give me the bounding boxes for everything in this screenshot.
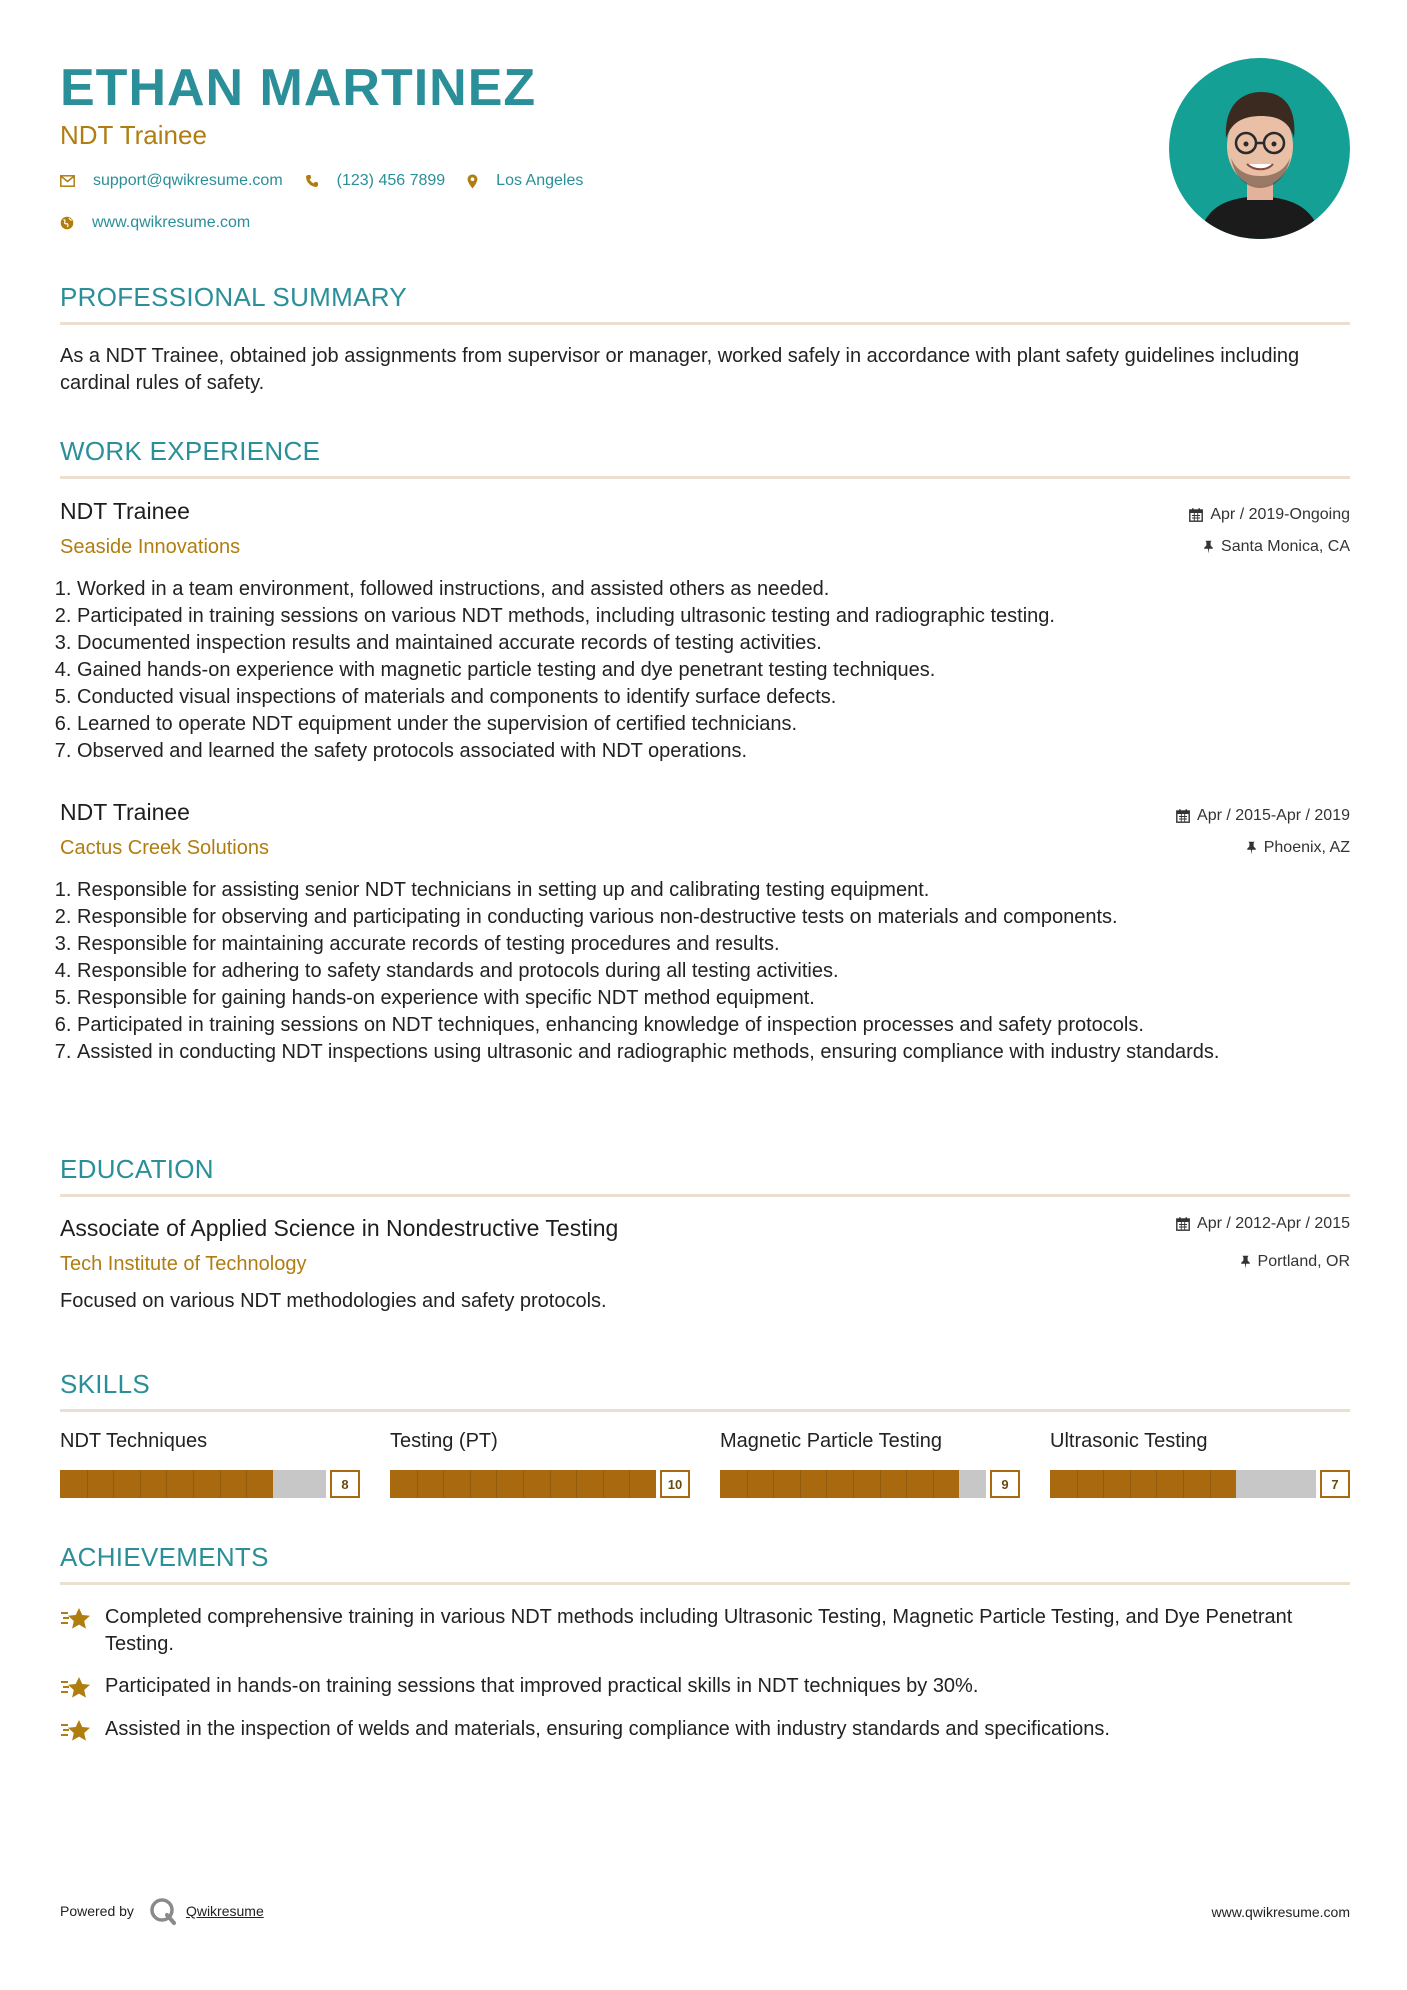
skill-bar-segment xyxy=(747,1470,748,1498)
pushpin-icon xyxy=(1240,1255,1251,1269)
powered-by-text: Powered by xyxy=(60,1903,134,1919)
list-item: 4. Gained hands-on experience with magnetic particle testing and dye penetrant testing techniques. xyxy=(77,657,1367,684)
skill-bar-segment xyxy=(113,1470,114,1498)
skill-bar-segment xyxy=(166,1470,167,1498)
job-dates xyxy=(1176,807,1350,825)
skill-bar-segment xyxy=(800,1470,801,1498)
job-title: NDT Trainee xyxy=(60,799,190,825)
skill-bar-segment xyxy=(603,1470,604,1498)
skill-name: Testing (PT) xyxy=(390,1430,498,1452)
skill-bar-segment xyxy=(140,1470,141,1498)
job-dates-text: Apr / 2019-Ongoing xyxy=(1210,506,1350,523)
skill-bar-segment xyxy=(1156,1470,1157,1498)
education-dates-text: Apr / 2012-Apr / 2015 xyxy=(1197,1215,1350,1232)
star-award-icon xyxy=(60,1675,92,1701)
globe-icon xyxy=(60,216,74,230)
list-item: 1. Worked in a team environment, followed instructions, and assisted others as needed. xyxy=(77,576,1367,603)
skill-bar-fill xyxy=(720,1470,959,1498)
education-location-text: Portland, OR xyxy=(1257,1253,1350,1270)
skill-bar-segment xyxy=(417,1470,418,1498)
skill-bar-segment xyxy=(193,1470,194,1498)
website-text: www.qwikresume.com xyxy=(92,214,251,231)
list-item: 5. Conducted visual inspections of materials and components to identify surface defects. xyxy=(77,684,1367,711)
skill-name: Magnetic Particle Testing xyxy=(720,1430,942,1452)
education-dates xyxy=(1176,1215,1350,1233)
footer-powered-by xyxy=(60,1896,264,1926)
skill-bar-segment xyxy=(87,1470,88,1498)
list-item: 3. Documented inspection results and maintained accurate records of testing activities. xyxy=(77,630,1367,657)
candidate-title: NDT Trainee xyxy=(60,120,207,150)
section-divider xyxy=(60,1582,1350,1585)
list-item: 1. Responsible for assisting senior NDT technicians in setting up and calibrating testing equipment. xyxy=(77,877,1367,904)
star-award-icon xyxy=(60,1718,92,1744)
achievements-heading: ACHIEVEMENTS xyxy=(60,1542,269,1572)
pushpin-icon xyxy=(1246,841,1257,855)
calendar-icon xyxy=(1176,1217,1190,1231)
job-bullets xyxy=(60,576,1367,765)
list-item: 2. Responsible for observing and participating in conducting various non-destructive tests on materials and components. xyxy=(77,904,1367,931)
education-location xyxy=(1240,1253,1350,1271)
list-item: 7. Observed and learned the safety protocols associated with NDT operations. xyxy=(77,738,1367,765)
summary-heading: PROFESSIONAL SUMMARY xyxy=(60,282,407,312)
skill-bar-segment xyxy=(576,1470,577,1498)
job-title: NDT Trainee xyxy=(60,498,190,524)
skill-bar-segment xyxy=(1077,1470,1078,1498)
skill-bar-segment xyxy=(523,1470,524,1498)
skill-bar-segment xyxy=(853,1470,854,1498)
job-location xyxy=(1203,538,1350,556)
section-divider xyxy=(60,476,1350,479)
skill-bar-segment xyxy=(1130,1470,1131,1498)
education-description: Focused on various NDT methodologies and safety protocols. xyxy=(60,1290,607,1312)
qwikresume-logo-icon xyxy=(148,1896,178,1926)
education-degree: Associate of Applied Science in Nondestructive Testing xyxy=(60,1215,619,1241)
skill-bar xyxy=(1050,1470,1350,1498)
skill-bar-segment xyxy=(629,1470,630,1498)
skill-bar-segment xyxy=(1183,1470,1184,1498)
calendar-icon xyxy=(1176,809,1190,823)
skill-bar-segment xyxy=(470,1470,471,1498)
experience-heading: WORK EXPERIENCE xyxy=(60,436,321,466)
skills-heading: SKILLS xyxy=(60,1369,150,1399)
candidate-name: ETHAN MARTINEZ xyxy=(60,59,537,117)
education-school: Tech Institute of Technology xyxy=(60,1253,307,1275)
job-location-text: Phoenix, AZ xyxy=(1263,839,1350,856)
skill-item xyxy=(390,1430,690,1498)
location-text: Los Angeles xyxy=(496,172,584,189)
education-heading: EDUCATION xyxy=(60,1154,214,1184)
section-divider xyxy=(60,1409,1350,1412)
skill-name: NDT Techniques xyxy=(60,1430,208,1452)
skill-level-badge: 7 xyxy=(1320,1470,1350,1498)
achievement-text: Assisted in the inspection of welds and materials, ensuring compliance with industry standards and specifications. xyxy=(105,1718,1110,1740)
skill-item xyxy=(720,1430,1020,1498)
list-item: 4. Responsible for adhering to safety standards and protocols during all testing activities. xyxy=(77,958,1367,985)
skill-level-badge: 8 xyxy=(330,1470,360,1498)
phone-text: (123) 456 7899 xyxy=(336,172,446,189)
pushpin-icon xyxy=(1203,540,1214,554)
qwikresume-link[interactable]: Qwikresume xyxy=(185,1903,264,1919)
skill-bar-segment xyxy=(246,1470,247,1498)
achievement-item xyxy=(60,1716,1350,1744)
list-item: 6. Participated in training sessions on NDT techniques, enhancing knowledge of inspection processes and safety protocols. xyxy=(77,1012,1367,1039)
phone-icon xyxy=(305,174,319,188)
list-item: 6. Learned to operate NDT equipment under the supervision of certified technicians. xyxy=(77,711,1367,738)
achievement-item xyxy=(60,1673,1350,1701)
job-company: Cactus Creek Solutions xyxy=(60,837,269,859)
skill-item xyxy=(1050,1430,1350,1498)
skill-item xyxy=(60,1430,360,1498)
skill-bar-segment xyxy=(933,1470,934,1498)
job-location xyxy=(1246,839,1350,857)
contact-row-primary xyxy=(60,172,605,190)
skill-name: Ultrasonic Testing xyxy=(1050,1430,1208,1452)
footer-site-link[interactable]: www.qwikresume.com xyxy=(1211,1904,1350,1920)
skill-bar-segment xyxy=(906,1470,907,1498)
job-location-text: Santa Monica, CA xyxy=(1221,538,1350,555)
location-item xyxy=(467,172,583,190)
job-dates xyxy=(1189,506,1350,524)
skill-bar-segment xyxy=(773,1470,774,1498)
skill-level-badge: 9 xyxy=(990,1470,1020,1498)
profile-photo xyxy=(1169,58,1350,239)
skill-bar-segment xyxy=(550,1470,551,1498)
job-bullets xyxy=(60,877,1367,1066)
star-award-icon xyxy=(60,1606,92,1632)
skill-bar xyxy=(390,1470,690,1498)
section-divider xyxy=(60,1194,1350,1197)
skill-bar-segment xyxy=(826,1470,827,1498)
list-item: 7. Assisted in conducting NDT inspections using ultrasonic and radiographic methods, ensuring compliance with industry standards. xyxy=(77,1039,1367,1066)
email-item[interactable] xyxy=(60,172,283,190)
list-item: 3. Responsible for maintaining accurate records of testing procedures and results. xyxy=(77,931,1367,958)
achievement-text: Completed comprehensive training in various NDT methods including Ultrasonic Testing, Magnetic Particle Testing, and Dye Penetrant Testing. xyxy=(105,1606,1293,1655)
website-item[interactable] xyxy=(60,214,250,232)
skill-level-badge: 10 xyxy=(660,1470,690,1498)
skill-bar-segment xyxy=(1103,1470,1104,1498)
achievement-text: Participated in hands-on training sessions that improved practical skills in NDT techniques by 30%. xyxy=(105,1675,979,1697)
job-dates-text: Apr / 2015-Apr / 2019 xyxy=(1197,807,1350,824)
skill-bar-segment xyxy=(220,1470,221,1498)
skill-bar xyxy=(720,1470,1020,1498)
skill-bar xyxy=(60,1470,360,1498)
email-text: support@qwikresume.com xyxy=(93,172,283,189)
skill-bar-segment xyxy=(1210,1470,1211,1498)
list-item: 5. Responsible for gaining hands-on experience with specific NDT method equipment. xyxy=(77,985,1367,1012)
section-divider xyxy=(60,322,1350,325)
skill-bar-segment xyxy=(880,1470,881,1498)
list-item: 2. Participated in training sessions on various NDT methods, including ultrasonic testing and radiographic testing. xyxy=(77,603,1367,630)
map-pin-icon xyxy=(467,174,478,189)
calendar-icon xyxy=(1189,508,1203,522)
skill-bar-segment xyxy=(496,1470,497,1498)
skill-bar-segment xyxy=(443,1470,444,1498)
job-company: Seaside Innovations xyxy=(60,536,241,558)
envelope-icon xyxy=(60,175,75,187)
phone-item[interactable] xyxy=(305,172,446,190)
contact-row-secondary xyxy=(60,214,272,232)
achievement-item xyxy=(60,1604,1350,1658)
summary-text: As a NDT Trainee, obtained job assignments from supervisor or manager, worked safely in accordance with plant safety guidelines including cardinal rules of safety. xyxy=(60,345,1300,394)
